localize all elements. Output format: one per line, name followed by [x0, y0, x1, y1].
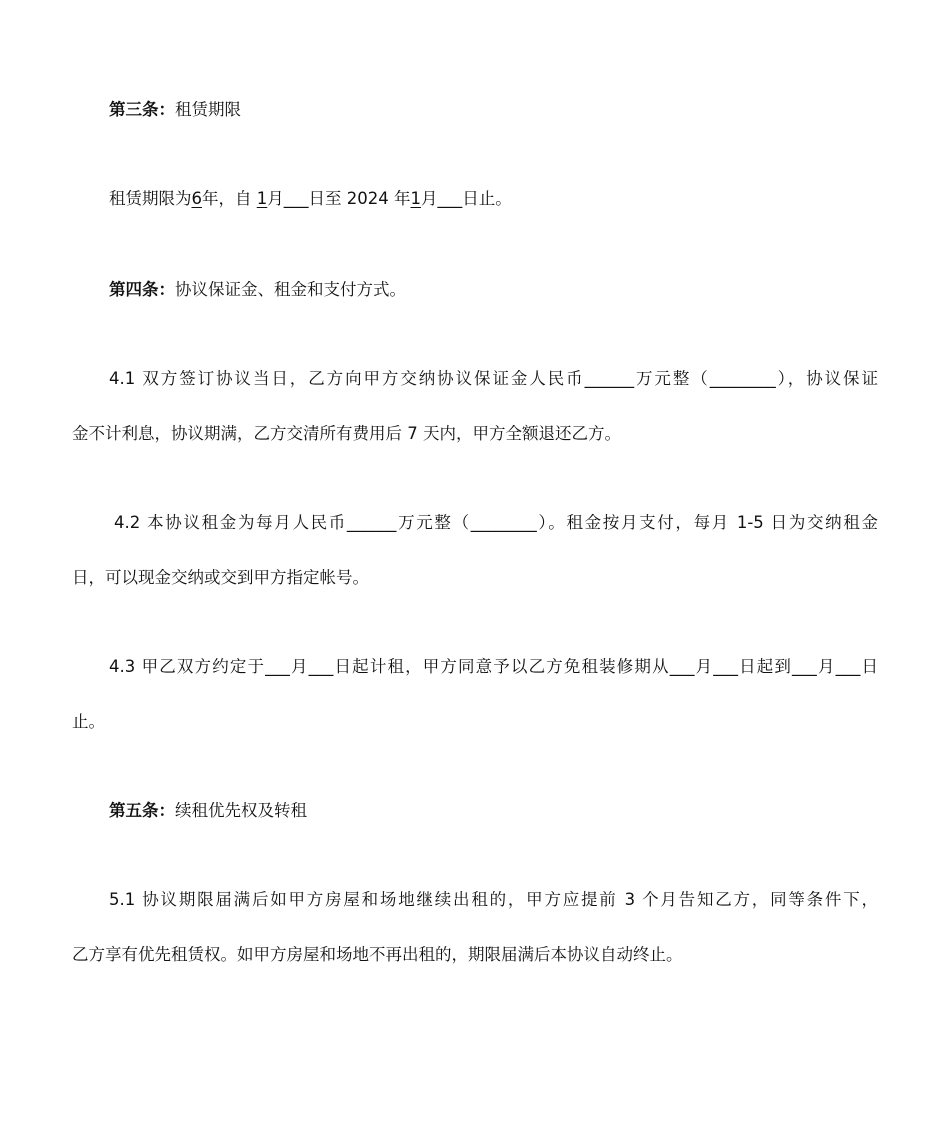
clause-4-1-line2: 金不计利息，协议期满，乙方交清所有费用后 7 天内，甲方全额退还乙方。: [72, 424, 621, 443]
article4-heading: 第四条：: [109, 280, 175, 299]
article5-title: 续租优先权及转租: [175, 801, 307, 820]
term-start-month: 1: [256, 189, 268, 208]
term-years: 6: [191, 189, 202, 208]
article5-heading-line: [109, 800, 878, 822]
clause-4-1-line1: 4.1 双方签订协议当日，乙方向甲方交纳协议保证金人民币______万元整（________），协议保证: [109, 369, 878, 388]
term-end-month: 1: [410, 189, 421, 208]
clause-4-2-line2: 日，可以现金交纳或交到甲方指定帐号。: [72, 568, 369, 587]
clause-4-3-line1: 4.3 甲乙双方约定于___月___日起计租，甲方同意予以乙方免租装修期从___月___日起到___月___日: [109, 657, 878, 676]
article3-heading: 第三条：: [109, 100, 175, 119]
article4-heading-line: [109, 279, 878, 301]
clause-5-1-line2: 乙方享有优先租赁权。如甲方房屋和场地不再出租的，期限届满后本协议自动终止。: [72, 945, 683, 964]
clause-4-3-line2: 止。: [72, 712, 105, 731]
article4-title: 协议保证金、租金和支付方式。: [175, 280, 406, 299]
term-start-rest: 月___日至 2024 年: [267, 189, 411, 208]
term-mid: 年，自: [202, 189, 252, 208]
term-end-rest: 月___日止。: [420, 189, 512, 208]
clause-5-1-line1: 5.1 协议期限届满后如甲方房屋和场地继续出租的，甲方应提前 3 个月告知乙方，同等条件下，: [109, 890, 878, 909]
article3-term-line: [109, 188, 878, 210]
clause-4-2-line1: 4.2 本协议租金为每月人民币______万元整（________）。租金按月支付，每月 1-5 日为交纳租金: [114, 513, 878, 532]
term-lead: 租赁期限为: [109, 189, 192, 208]
article5-heading: 第五条：: [109, 801, 175, 820]
article3-title: 租赁期限: [175, 100, 241, 119]
article3-heading-line: [109, 99, 878, 121]
